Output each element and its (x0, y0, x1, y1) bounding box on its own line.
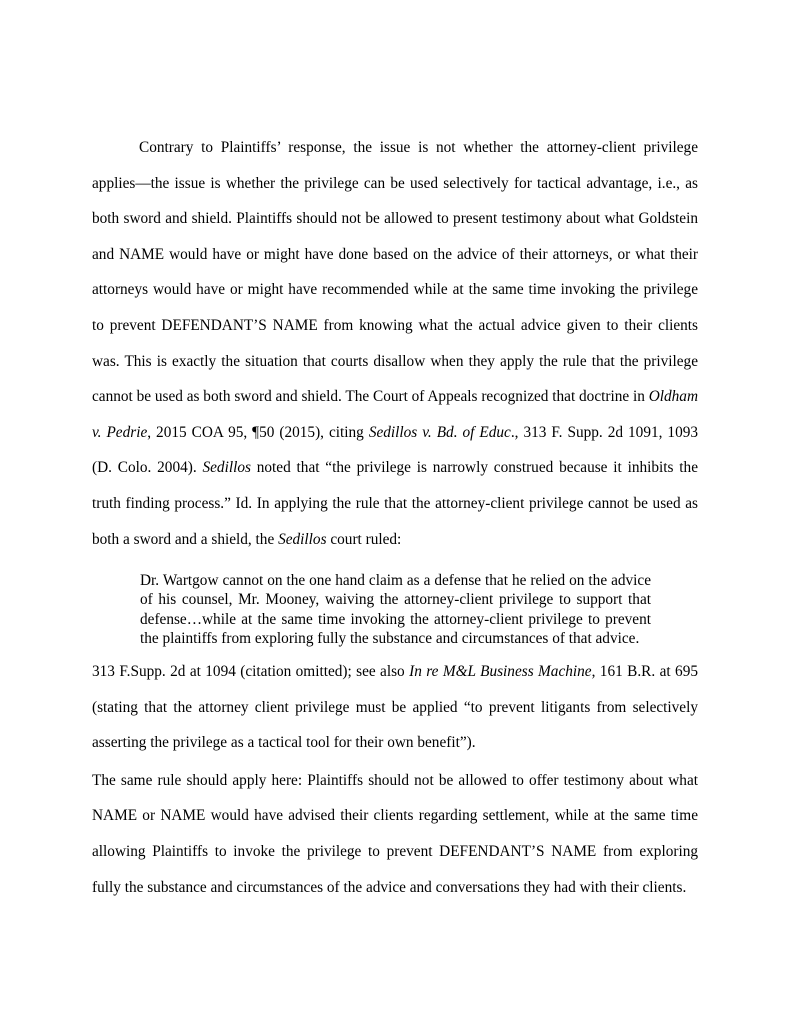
case-citation-oldham: Oldham v. Pedrie (92, 388, 698, 441)
paragraph-argument (92, 130, 698, 557)
case-name-sedillos: Sedillos (202, 459, 251, 477)
case-citation-ml-business: In re M&L Business Machine (409, 662, 592, 680)
case-citation-sedillos: Sedillos v. Bd. of Educ (368, 423, 511, 441)
case-name-sedillos: Sedillos (278, 530, 327, 548)
paragraph-text: ., 313 F. Supp. 2d 1091, 1093 (D. Colo. 2004). (92, 423, 699, 477)
paragraph-text: Contrary to Plaintiffs’ response, the issue is not whether the attorney-client privilege applies—the issue is whether the privilege can be used selectively for tactical advantage, i.e., as both sword and shield. Plaintiffs should not be allowed to present testimony about what Goldstein and NAME would have or might have done based on the advice of their attorneys, or what their attorneys would have or might have recommended while at the same time invoking the privilege to prevent DEFENDANT’S NAME from knowing what the actual advice given to their clients was. This is exactly the situation that courts disallow when they apply the rule that the privilege cannot be used as both sword and shield. The Court of Appeals recognized that doctrine in (92, 139, 698, 406)
block-quote: Dr. Wartgow cannot on the one hand claim as a defense that he relied on the advice of his counsel, Mr. Mooney, waiving the attorney-client privilege to support that defense…while at the same time invoking the attorney-client privilege to prevent the plaintiffs from exploring fully the substance and circumstances of that advice. (140, 572, 651, 647)
paragraph-text: court ruled: (326, 530, 402, 548)
paragraph-text: , 2015 COA 95, ¶50 (2015), citing (147, 423, 369, 441)
paragraph-text: 313 F.Supp. 2d at 1094 (citation omitted); see also (92, 662, 410, 680)
document-page (92, 130, 698, 905)
paragraph-text: , 161 B.R. at 695 (stating that the attorney client privilege must be applied “to prevent litigants from selectively asserting the privilege as a tactical tool for their own benefit”). (92, 662, 698, 752)
paragraph-conclusion: The same rule should apply here: Plaintiffs should not be allowed to offer testimony about what NAME or NAME would have advised their clients regarding settlement, while at the same time allowing Plaintiffs to invoke the privilege to prevent DEFENDANT’S NAME from exploring fully the substance and circumstances of the advice and conversations they had with their clients. (92, 771, 698, 896)
paragraph-citation (92, 654, 698, 761)
paragraph-text: noted that “the privilege is narrowly construed because it inhibits the truth finding process.” Id. In applying the rule that the attorney-client privilege cannot be used as both a sword and a shield, the (92, 459, 698, 548)
